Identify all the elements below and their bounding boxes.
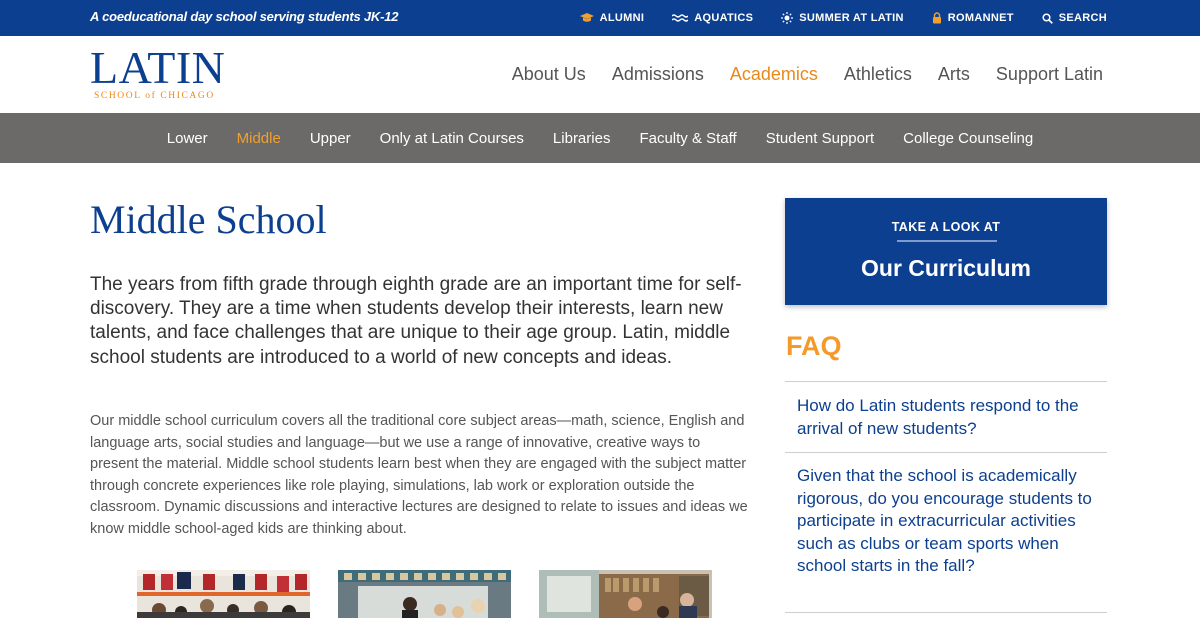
subnav-faculty-staff[interactable]: Faculty & Staff (639, 129, 737, 147)
main-nav (486, 64, 1103, 85)
summer-label: SUMMER AT LATIN (799, 12, 904, 24)
faq-question-2[interactable]: Given that the school is academically rigorous, do you encourage students to participate in extracurricular activities such as clubs or team sports when school starts in the fall? (797, 466, 1092, 575)
body-paragraph: Our middle school curriculum covers all the traditional core subject areas—math, science, English and language arts, social studies and language—but we use a range of innovative, creative ways to present the material. Middle school students learn best when they are engaged with the subject matter through concrete experiences like role playing, simulations, lab work or exploration outside the classroom. Dynamic discussions and interactive lectures are designed to relate to issues and ideas we know middle school-aged kids are thinking about. (90, 413, 748, 537)
romannet-link[interactable] (932, 12, 1014, 24)
subnav-upper[interactable]: Upper (309, 129, 351, 147)
aquatics-label: AQUATICS (694, 12, 754, 24)
waves-icon (672, 13, 688, 23)
lock-icon (932, 12, 942, 24)
tagline: A coeducational day school serving students JK-12 (90, 9, 399, 24)
curriculum-cta[interactable] (785, 198, 1107, 305)
subnav-lower[interactable]: Lower (166, 129, 208, 147)
site-header (0, 36, 1200, 113)
nav-admissions[interactable]: Admissions (611, 64, 704, 84)
alumni-link[interactable] (580, 12, 645, 24)
aquatics-link[interactable] (672, 12, 753, 24)
lead-paragraph: The years from fifth grade through eighth grade are an important time for self-discovery. They are a time when students develop their interests, learn new talents, and face challenges that are unique to their age group. Latin, middle school students are introduced to a world of new concepts and ideas. (90, 274, 742, 368)
search-link[interactable] (1042, 12, 1107, 24)
classroom-photo-1[interactable] (137, 570, 310, 618)
subnav-student-support[interactable]: Student Support (765, 129, 875, 147)
search-icon (1042, 13, 1053, 24)
faq-divider (785, 381, 1107, 382)
classroom-photo-3[interactable] (539, 570, 712, 618)
search-label: SEARCH (1058, 12, 1107, 24)
nav-about-us[interactable]: About Us (511, 64, 586, 84)
faq-question-1[interactable]: How do Latin students respond to the arrival of new students? (797, 396, 1079, 438)
utility-links (552, 0, 1107, 36)
cta-title: Our Curriculum (861, 255, 1031, 281)
photo-strip (137, 570, 712, 618)
subnav-college-counseling[interactable]: College Counseling (903, 129, 1034, 147)
logo-subtitle: SCHOOL of CHICAGO (94, 91, 215, 101)
cta-divider (897, 240, 997, 242)
sun-icon (781, 12, 793, 24)
nav-arts[interactable]: Arts (937, 64, 970, 84)
faq-divider (785, 612, 1107, 613)
academics-subnav (0, 113, 1200, 163)
summer-link[interactable] (781, 12, 904, 24)
utility-bar (0, 0, 1200, 36)
nav-academics[interactable]: Academics (729, 64, 818, 84)
cta-kicker: TAKE A LOOK AT (891, 220, 1001, 234)
page-title: Middle School (90, 197, 327, 242)
romannet-label: ROMANNET (947, 12, 1014, 24)
logo-wordmark: LATIN (90, 42, 226, 93)
classroom-photo-2[interactable] (338, 570, 511, 618)
graduation-cap-icon (580, 13, 594, 23)
nav-support-latin[interactable]: Support Latin (995, 64, 1103, 84)
subnav-libraries[interactable]: Libraries (552, 129, 611, 147)
nav-athletics[interactable]: Athletics (843, 64, 912, 84)
school-logo[interactable] (90, 42, 235, 105)
subnav-only-at-latin[interactable]: Only at Latin Courses (379, 129, 524, 147)
faq-heading: FAQ (786, 331, 842, 361)
alumni-label: ALUMNI (599, 12, 645, 24)
subnav-middle[interactable]: Middle (236, 129, 281, 147)
faq-divider (785, 452, 1107, 453)
